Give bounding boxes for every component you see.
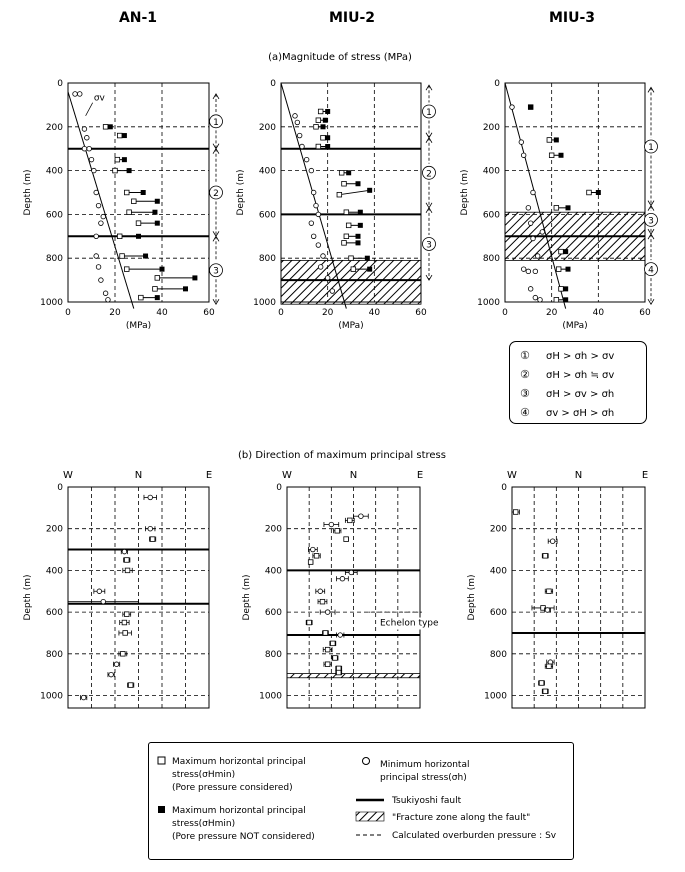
y-tick-label: 0: [57, 483, 63, 493]
direction-point-square: [331, 641, 336, 646]
x-tick-label: 20: [109, 308, 121, 318]
sigma-h-point: [526, 206, 531, 211]
sigma-h-point: [535, 254, 540, 259]
compass-label: E: [641, 470, 649, 481]
y-axis-label: Depth (m): [23, 169, 33, 216]
y-tick-label: 400: [264, 566, 282, 577]
sigma-h-point: [321, 254, 326, 259]
sigma-h-point: [87, 146, 92, 151]
sigma-H-not-considered-point: [136, 234, 141, 239]
sigma-H-not-considered-point: [563, 249, 568, 254]
direction-point-square: [124, 558, 129, 563]
direction-point-square: [150, 537, 155, 542]
direction-point-circle: [311, 547, 316, 552]
sigma-H-not-considered-point: [596, 190, 601, 195]
sigma-H-considered-point: [339, 170, 344, 175]
x-tick-label: 40: [368, 308, 381, 318]
echelon-label: Echelon type: [380, 618, 439, 629]
sigma-H-considered-point: [155, 276, 160, 281]
sigma-H-considered-point: [547, 138, 552, 143]
sigma-H-considered-point: [115, 157, 120, 162]
y-tick-label: 0: [270, 79, 276, 89]
condition-box: [509, 341, 647, 424]
direction-point-circle: [81, 695, 86, 700]
sigma-H-considered-point: [342, 181, 347, 186]
sigma-H-not-considered-point: [155, 199, 160, 204]
sigma-H-not-considered-point: [321, 124, 326, 129]
sigma-H-considered-point: [554, 206, 559, 211]
section-b-title: (b) Direction of maximum principal stress: [238, 450, 446, 461]
condition-2-text: σH > σh ≒ σv: [546, 370, 615, 381]
sigma-h-point: [311, 234, 316, 239]
sigma-H-not-considered-point: [325, 109, 330, 114]
y-tick-label: 400: [45, 566, 63, 577]
sigma-H-not-considered-point: [155, 295, 160, 300]
y-tick-label: 600: [489, 608, 507, 619]
x-tick-label: 60: [639, 308, 651, 318]
sigma-h-point: [96, 265, 101, 270]
sigma-H-considered-point: [316, 118, 321, 123]
sigma-h-point: [533, 269, 538, 274]
y-tick-label: 600: [258, 210, 276, 221]
sigma-H-considered-point: [337, 192, 342, 197]
direction-point-circle: [318, 589, 323, 594]
sigma-H-considered-point: [342, 241, 347, 246]
compass-label: N: [134, 470, 143, 481]
sigma-h-point: [510, 105, 515, 110]
direction-point-square: [344, 537, 349, 542]
sigma-h-point: [77, 92, 82, 97]
sigma-h-point: [92, 168, 97, 173]
sv-line: [505, 83, 566, 309]
y-tick-label: 400: [489, 566, 507, 577]
sigma-H-not-considered-point: [325, 144, 330, 149]
direction-point-circle: [545, 608, 550, 613]
legend-filled-square-line2: stress(σHmin): [172, 819, 236, 829]
sigma-h-point: [85, 135, 90, 140]
direction-point-square: [543, 554, 548, 559]
sigma-h-point: [528, 221, 533, 226]
sigma-H-considered-point: [103, 125, 108, 130]
y-tick-label: 800: [264, 649, 282, 660]
direction-point-circle: [148, 526, 153, 531]
sigma-H-not-considered-point: [356, 181, 361, 186]
direction-point-circle: [349, 570, 354, 575]
direction-point-square: [123, 631, 128, 636]
y-tick-label: 400: [45, 166, 63, 177]
condition-1-num: ①: [520, 349, 530, 362]
sigma-v-pointer: [86, 103, 93, 116]
sigma-h-point: [314, 203, 319, 208]
borehole-title-an1: AN-1: [118, 10, 158, 26]
sigma-H-not-considered-point: [192, 275, 197, 280]
direction-point-square: [307, 620, 312, 625]
sigma-H-not-considered-point: [358, 223, 363, 228]
sigma-H-not-considered-point: [183, 286, 188, 291]
y-tick-label: 1000: [40, 691, 63, 702]
y-tick-label: 800: [258, 254, 276, 265]
sigma-h-point: [309, 168, 314, 173]
direction-point-square: [335, 528, 340, 533]
compass-label: W: [63, 470, 73, 481]
sigma-h-point: [99, 278, 104, 283]
sigma-h-point: [316, 212, 321, 217]
direction-point-square: [320, 599, 325, 604]
direction-point-circle: [359, 514, 364, 519]
y-tick-label: 1000: [40, 298, 63, 308]
panel-miu3-mag: [460, 79, 658, 331]
direction-point-square: [125, 568, 130, 573]
legend-open-square-line3: (Pore pressure considered): [172, 783, 293, 793]
sigma-h-point: [318, 265, 323, 270]
direction-point-square: [547, 589, 552, 594]
sigma-H-considered-point: [314, 125, 319, 130]
direction-point-square: [539, 681, 544, 686]
sigma-H-not-considered-point: [563, 286, 568, 291]
sigma-H-not-considered-point: [152, 210, 157, 215]
sigma-h-point: [528, 287, 533, 292]
sigma-h-point: [94, 254, 99, 259]
sigma-h-point: [316, 243, 321, 248]
stress-pair-connector: [339, 190, 369, 194]
sigma-h-point: [101, 214, 106, 219]
direction-point-square: [325, 647, 330, 652]
sigma-H-considered-point: [321, 135, 326, 140]
x-axis-label: (MPa): [125, 321, 152, 331]
sigma-h-point: [526, 269, 531, 274]
direction-point-circle: [109, 672, 114, 677]
legend-open-square-line1: Maximum horizontal principal: [172, 757, 306, 767]
sigma-h-point: [82, 146, 87, 151]
direction-point-square: [333, 656, 338, 661]
y-axis-label: Depth (m): [23, 574, 33, 621]
direction-point-square: [122, 620, 127, 625]
zone-label: 3: [426, 240, 432, 251]
direction-point-circle: [97, 589, 102, 594]
sigma-H-not-considered-point: [141, 190, 146, 195]
zone-label: 3: [213, 266, 219, 277]
sigma-H-considered-point: [559, 249, 564, 254]
direction-point-square: [543, 689, 548, 694]
x-axis-label: (MPa): [562, 321, 588, 331]
direction-point-square: [128, 683, 133, 688]
direction-point-circle: [325, 610, 330, 615]
sigma-H-not-considered-point: [122, 157, 127, 162]
plot-frame: [512, 487, 645, 708]
direction-point-square: [308, 560, 313, 565]
y-tick-label: 0: [501, 483, 507, 493]
sigma-H-considered-point: [117, 234, 122, 239]
sigma-h-point: [89, 157, 94, 162]
sigma-H-considered-point: [139, 295, 144, 300]
compass-label: W: [282, 470, 292, 481]
sigma-h-point: [300, 144, 305, 149]
compass-label: E: [416, 470, 424, 481]
y-tick-label: 200: [264, 524, 282, 535]
sigma-H-considered-point: [559, 287, 564, 292]
y-tick-label: 200: [258, 122, 276, 133]
x-tick-label: 0: [65, 308, 71, 318]
zone-label: 4: [648, 265, 654, 276]
direction-point-circle: [122, 549, 127, 554]
panel-an1-mag: [23, 79, 223, 331]
sigma-H-not-considered-point: [143, 254, 148, 259]
direction-point-circle: [340, 576, 345, 581]
y-tick-label: 200: [45, 524, 63, 535]
direction-point-circle: [338, 633, 343, 638]
sigma-H-considered-point: [153, 287, 158, 292]
condition-3-text: σH > σv > σh: [546, 389, 615, 400]
y-tick-label: 600: [264, 608, 282, 619]
sigma-h-point: [295, 120, 300, 125]
panel-an1-dir: [23, 470, 212, 708]
sigma-H-not-considered-point: [566, 205, 571, 210]
zone-label: 1: [213, 117, 219, 128]
x-tick-label: 0: [502, 308, 508, 318]
y-tick-label: 1000: [259, 691, 282, 702]
y-tick-label: 600: [45, 608, 63, 619]
sigma-h-point: [94, 190, 99, 195]
legend-circle-line2: principal stress(σh): [380, 773, 467, 783]
sigma-h-point: [304, 157, 309, 162]
sigma-H-not-considered-point: [356, 234, 361, 239]
y-tick-label: 200: [489, 524, 507, 535]
x-tick-label: 40: [592, 308, 605, 318]
sigma-h-point: [330, 289, 335, 294]
y-tick-label: 800: [489, 649, 507, 660]
x-tick-label: 20: [545, 308, 558, 318]
sigma-H-considered-point: [351, 267, 356, 272]
zone-label: 2: [213, 189, 219, 199]
x-tick-label: 60: [203, 308, 215, 318]
sigma-H-not-considered-point: [108, 124, 113, 129]
sigma-H-considered-point: [318, 109, 323, 114]
panel-miu2-mag: [236, 79, 436, 331]
y-axis-label: Depth (m): [467, 574, 477, 621]
condition-4-num: ④: [520, 406, 530, 419]
sigma-H-considered-point: [127, 210, 132, 215]
sigma-H-not-considered-point: [566, 267, 571, 272]
direction-point-square: [547, 664, 552, 669]
direction-point-square: [323, 631, 328, 636]
sigma-h-point: [521, 267, 526, 272]
x-tick-label: 0: [278, 308, 284, 318]
borehole-title-miu2: MIU-2: [328, 10, 376, 26]
direction-point-square: [314, 554, 319, 559]
legend-circle-line1: Minimum horizontal: [380, 760, 470, 770]
sigma-H-not-considered-point: [358, 210, 363, 215]
y-tick-label: 0: [276, 483, 282, 493]
y-tick-label: 600: [45, 210, 63, 221]
y-tick-label: 400: [258, 166, 276, 177]
sigma-h-point: [106, 298, 111, 303]
condition-4-text: σv > σH > σh: [546, 408, 615, 419]
sigma-H-considered-point: [316, 144, 321, 149]
sigma-H-not-considered-point: [127, 168, 132, 173]
y-axis-label: Depth (m): [460, 169, 470, 216]
sigma-H-considered-point: [344, 210, 349, 215]
fracture-zone: [281, 280, 421, 304]
y-tick-label: 0: [494, 79, 500, 89]
sigma-h-point: [297, 133, 302, 138]
y-tick-label: 800: [482, 254, 500, 265]
sigma-h-point: [94, 234, 99, 239]
section-a-title: (a)Magnitude of stress (MPa): [268, 52, 412, 63]
zone-label: 1: [648, 143, 654, 154]
sigma-h-point: [533, 295, 538, 300]
x-tick-label: 20: [321, 308, 334, 318]
sigma-h-point: [96, 203, 101, 208]
sigma-H-not-considered-point: [559, 153, 564, 158]
sigma-H-not-considered-point: [155, 221, 160, 226]
y-tick-label: 1000: [253, 298, 276, 308]
sigma-h-point: [538, 298, 543, 303]
direction-point-circle: [329, 522, 334, 527]
x-tick-label: 60: [415, 308, 427, 318]
sigma-h-point: [531, 190, 536, 195]
y-tick-label: 0: [57, 79, 63, 89]
sigma-H-not-considered-point: [356, 240, 361, 245]
sigma-h-point: [73, 92, 78, 97]
borehole-title-miu3: MIU-3: [548, 10, 596, 26]
fracture-zone: [505, 212, 645, 236]
panel-miu2-dir: [242, 470, 441, 708]
sigma-v-label: σv: [93, 93, 105, 104]
y-axis-label: Depth (m): [236, 169, 246, 216]
sigma-h-point: [99, 221, 104, 226]
sigma-H-not-considered-point: [365, 256, 370, 261]
sigma-H-considered-point: [556, 267, 561, 272]
direction-point-circle: [148, 495, 153, 500]
panel-miu3-dir: [467, 470, 648, 708]
direction-point-square: [513, 510, 518, 515]
sigma-H-not-considered-point: [554, 137, 559, 142]
y-tick-label: 1000: [477, 298, 500, 308]
sigma-h-point: [531, 236, 536, 241]
legend-open-square-line2: stress(σHmin): [172, 770, 236, 780]
legend-filled-square-line3: (Pore pressure NOT considered): [172, 832, 315, 842]
zone-label: 3: [648, 216, 654, 227]
sigma-h-point: [293, 114, 298, 119]
direction-point-square: [124, 612, 129, 617]
sigma-H-not-considered-point: [323, 118, 328, 123]
plot-frame: [68, 487, 209, 708]
sigma-H-considered-point: [132, 199, 137, 204]
y-axis-label: Depth (m): [242, 574, 252, 621]
sv-line: [68, 92, 134, 309]
sigma-H-considered-point: [124, 190, 129, 195]
direction-point-square: [121, 651, 126, 656]
sigma-h-point: [325, 276, 330, 281]
sigma-H-considered-point: [136, 221, 141, 226]
sigma-H-not-considered-point: [346, 170, 351, 175]
sigma-h-point: [519, 140, 524, 145]
sigma-H-considered-point: [587, 190, 592, 195]
sigma-H-considered-point: [549, 153, 554, 158]
sigma-H-not-considered-point: [528, 105, 533, 110]
y-tick-label: 800: [45, 254, 63, 265]
y-tick-label: 1000: [484, 691, 507, 702]
legend-box: [148, 742, 574, 860]
compass-label: N: [349, 470, 358, 481]
sigma-h-point: [540, 230, 545, 235]
sigma-h-point: [311, 190, 316, 195]
sigma-H-considered-point: [117, 133, 122, 138]
sigma-H-not-considered-point: [563, 297, 568, 302]
sigma-h-point: [309, 221, 314, 226]
legend-filled-square-line1: Maximum horizontal principal: [172, 806, 306, 816]
legend-fault-text: Tsukiyoshi fault: [392, 796, 462, 806]
direction-point-square: [336, 670, 341, 675]
sigma-h-point: [82, 127, 87, 132]
direction-point-square: [348, 518, 353, 523]
sigma-H-considered-point: [124, 267, 129, 272]
sigma-H-considered-point: [344, 234, 349, 239]
y-tick-label: 400: [482, 166, 500, 177]
y-tick-label: 600: [482, 210, 500, 221]
y-tick-label: 800: [45, 649, 63, 660]
fracture-zone: [505, 236, 645, 260]
sigma-H-considered-point: [554, 298, 559, 303]
sigma-H-not-considered-point: [122, 133, 127, 138]
x-tick-label: 40: [156, 308, 168, 318]
zone-label: 2: [426, 169, 432, 180]
legend-dashed-text: Calculated overburden pressure : Sv: [392, 831, 557, 841]
sigma-H-considered-point: [113, 168, 118, 173]
x-axis-label: (MPa): [338, 321, 364, 331]
direction-point-circle: [101, 599, 106, 604]
compass-label: E: [205, 470, 213, 481]
sigma-h-point: [521, 153, 526, 158]
compass-label: N: [574, 470, 583, 481]
condition-2-num: ②: [520, 368, 530, 381]
sigma-H-not-considered-point: [367, 267, 372, 272]
direction-point-circle: [550, 539, 555, 544]
direction-point-circle: [114, 662, 119, 667]
condition-1-text: σH > σh > σv: [546, 351, 615, 362]
y-tick-label: 200: [45, 122, 63, 133]
sigma-H-not-considered-point: [325, 135, 330, 140]
condition-3-num: ③: [520, 387, 530, 400]
direction-point-square: [325, 662, 330, 667]
zone-label: 1: [426, 107, 432, 118]
y-tick-label: 200: [482, 122, 500, 133]
compass-label: W: [507, 470, 517, 481]
sigma-H-not-considered-point: [160, 267, 165, 272]
sigma-H-not-considered-point: [367, 188, 372, 193]
sigma-H-considered-point: [349, 256, 354, 261]
sigma-h-point: [103, 291, 108, 296]
legend-fracture-text: "Fracture zone along the fault": [392, 813, 531, 823]
sigma-H-considered-point: [120, 254, 125, 259]
sigma-H-considered-point: [346, 223, 351, 228]
